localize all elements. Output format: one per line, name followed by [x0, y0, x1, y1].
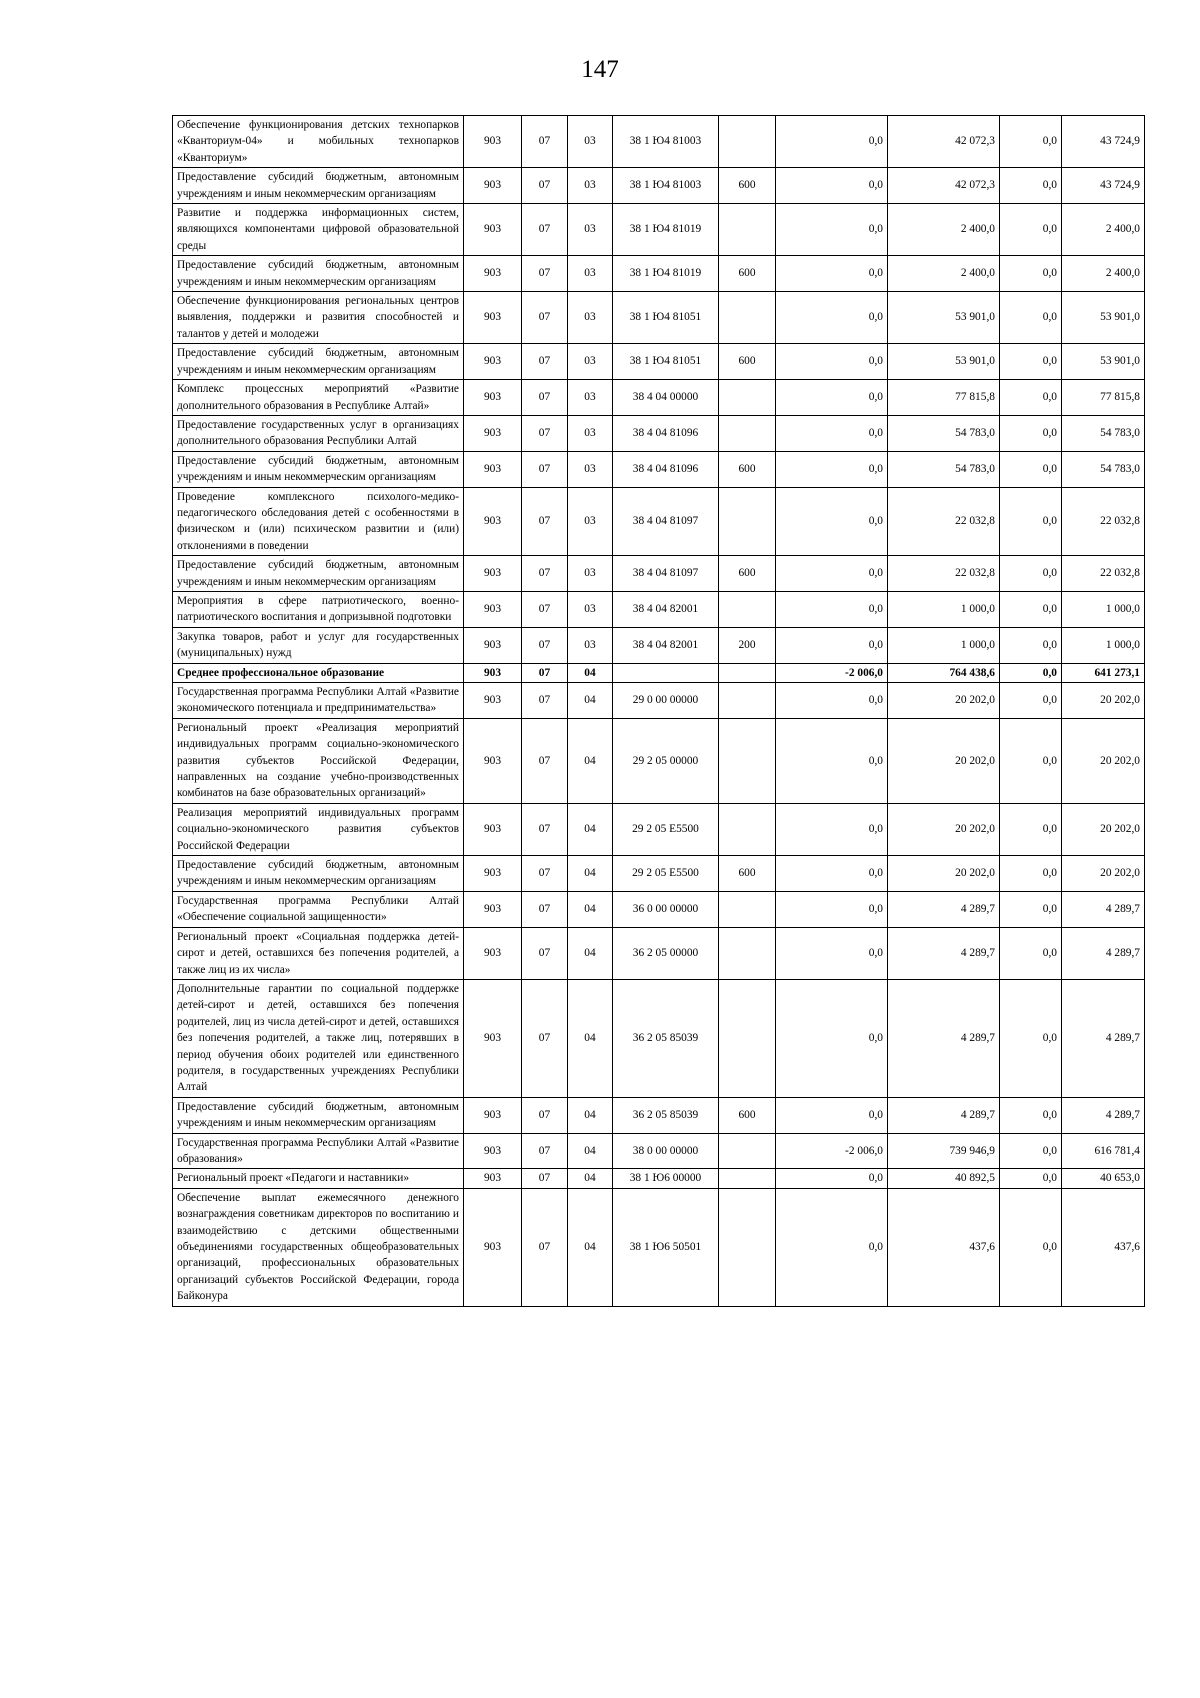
- cell-subsection: 03: [568, 116, 613, 168]
- cell-amount-4: 4 289,7: [1062, 891, 1145, 927]
- cell-amount-3: 0,0: [1000, 683, 1062, 719]
- cell-target-article: 38 1 Ю6 50501: [613, 1188, 719, 1306]
- cell-amount-3: 0,0: [1000, 1097, 1062, 1133]
- cell-amount-4: 43 724,9: [1062, 116, 1145, 168]
- cell-subsection: 03: [568, 487, 613, 556]
- cell-amount-3: 0,0: [1000, 292, 1062, 344]
- cell-subsection: 04: [568, 1188, 613, 1306]
- cell-amount-3: 0,0: [1000, 256, 1062, 292]
- cell-amount-4: 20 202,0: [1062, 803, 1145, 855]
- cell-target-article: 38 4 04 00000: [613, 380, 719, 416]
- row-name: Обеспечение выплат ежемесячного денежного вознаграждения советникам директоров по воспитанию и взаимодействию с детскими общественными объединениями государственных общеобразовательных организаций, профессиональных образовательных организаций субъектов Российской Федерации, города Байконура: [173, 1188, 464, 1306]
- cell-amount-1: 0,0: [776, 803, 888, 855]
- cell-amount-2: 22 032,8: [888, 556, 1000, 592]
- cell-amount-2: 2 400,0: [888, 256, 1000, 292]
- cell-amount-4: 54 783,0: [1062, 451, 1145, 487]
- cell-expense-type: 600: [719, 168, 776, 204]
- cell-amount-2: 2 400,0: [888, 204, 1000, 256]
- cell-amount-4: 2 400,0: [1062, 256, 1145, 292]
- cell-section: 07: [522, 415, 568, 451]
- cell-amount-4: 20 202,0: [1062, 718, 1145, 803]
- cell-amount-3: 0,0: [1000, 204, 1062, 256]
- cell-amount-1: 0,0: [776, 683, 888, 719]
- cell-expense-type: [719, 292, 776, 344]
- cell-amount-4: 54 783,0: [1062, 415, 1145, 451]
- cell-amount-4: 1 000,0: [1062, 591, 1145, 627]
- table-row: [173, 1169, 1145, 1188]
- cell-amount-3: 0,0: [1000, 1169, 1062, 1188]
- cell-target-article: 38 0 00 00000: [613, 1133, 719, 1169]
- cell-subsection: 04: [568, 1133, 613, 1169]
- cell-expense-type: [719, 415, 776, 451]
- cell-target-article: 38 1 Ю6 00000: [613, 1169, 719, 1188]
- row-name: Государственная программа Республики Алтай «Обеспечение социальной защищенности»: [173, 891, 464, 927]
- cell-amount-3: 0,0: [1000, 927, 1062, 979]
- cell-grbs: 903: [464, 627, 522, 663]
- cell-amount-3: 0,0: [1000, 979, 1062, 1097]
- table-row: [173, 891, 1145, 927]
- cell-section: 07: [522, 344, 568, 380]
- cell-target-article: 38 4 04 81097: [613, 487, 719, 556]
- cell-expense-type: [719, 891, 776, 927]
- cell-section: 07: [522, 1133, 568, 1169]
- cell-section: 07: [522, 927, 568, 979]
- cell-expense-type: 600: [719, 556, 776, 592]
- cell-subsection: 03: [568, 451, 613, 487]
- cell-amount-1: 0,0: [776, 451, 888, 487]
- cell-amount-2: 77 815,8: [888, 380, 1000, 416]
- cell-subsection: 03: [568, 627, 613, 663]
- cell-target-article: 36 2 05 85039: [613, 1097, 719, 1133]
- cell-section: 07: [522, 380, 568, 416]
- cell-target-article: 38 4 04 82001: [613, 627, 719, 663]
- cell-target-article: 38 1 Ю4 81019: [613, 256, 719, 292]
- cell-subsection: 03: [568, 168, 613, 204]
- row-name: Мероприятия в сфере патриотического, военно-патриотического воспитания и допризывной подготовки: [173, 591, 464, 627]
- table-body: [173, 116, 1145, 1307]
- table-row: [173, 663, 1145, 682]
- cell-amount-4: 437,6: [1062, 1188, 1145, 1306]
- cell-expense-type: 600: [719, 1097, 776, 1133]
- cell-subsection: 04: [568, 663, 613, 682]
- row-name: Предоставление субсидий бюджетным, автономным учреждениям и иным некоммерческим организациям: [173, 256, 464, 292]
- cell-expense-type: [719, 979, 776, 1097]
- budget-table: [172, 115, 1145, 1307]
- cell-section: 07: [522, 1188, 568, 1306]
- cell-target-article: 36 2 05 85039: [613, 979, 719, 1097]
- row-name: Закупка товаров, работ и услуг для государственных (муниципальных) нужд: [173, 627, 464, 663]
- cell-amount-2: 1 000,0: [888, 591, 1000, 627]
- cell-grbs: 903: [464, 344, 522, 380]
- cell-amount-4: 77 815,8: [1062, 380, 1145, 416]
- cell-expense-type: 200: [719, 627, 776, 663]
- cell-grbs: 903: [464, 380, 522, 416]
- cell-expense-type: [719, 718, 776, 803]
- cell-expense-type: [719, 803, 776, 855]
- cell-subsection: 04: [568, 927, 613, 979]
- cell-amount-3: 0,0: [1000, 856, 1062, 892]
- table-row: [173, 116, 1145, 168]
- row-name: Реализация мероприятий индивидуальных программ социально-экономического развития субъектов Российской Федерации: [173, 803, 464, 855]
- cell-subsection: 04: [568, 803, 613, 855]
- row-name: Государственная программа Республики Алтай «Развитие образования»: [173, 1133, 464, 1169]
- cell-expense-type: [719, 1188, 776, 1306]
- cell-expense-type: [719, 1133, 776, 1169]
- row-name: Проведение комплексного психолого-медико-педагогического обследования детей с особенностями в физическом и (или) психическом развитии и (или) отклонениями в поведении: [173, 487, 464, 556]
- cell-amount-3: 0,0: [1000, 116, 1062, 168]
- cell-amount-2: 4 289,7: [888, 1097, 1000, 1133]
- table-row: [173, 979, 1145, 1097]
- cell-amount-3: 0,0: [1000, 627, 1062, 663]
- cell-amount-2: 20 202,0: [888, 856, 1000, 892]
- cell-expense-type: [719, 204, 776, 256]
- cell-section: 07: [522, 292, 568, 344]
- table-row: [173, 344, 1145, 380]
- cell-target-article: 38 1 Ю4 81051: [613, 344, 719, 380]
- row-name: Развитие и поддержка информационных систем, являющихся компонентами цифровой образовательной среды: [173, 204, 464, 256]
- cell-expense-type: [719, 927, 776, 979]
- table-row: [173, 1188, 1145, 1306]
- cell-section: 07: [522, 718, 568, 803]
- row-name: Дополнительные гарантии по социальной поддержке детей-сирот и детей, оставшихся без попечения родителей, лиц из числа детей-сирот и детей, оставшихся без попечения родителей, а также лиц, потерявших в период обучения обоих родителей или единственного родителя, в государственных учреждениях Республики Алтай: [173, 979, 464, 1097]
- cell-amount-2: 20 202,0: [888, 718, 1000, 803]
- cell-target-article: 38 4 04 82001: [613, 591, 719, 627]
- cell-subsection: 03: [568, 415, 613, 451]
- cell-amount-2: 42 072,3: [888, 168, 1000, 204]
- cell-amount-1: 0,0: [776, 556, 888, 592]
- cell-amount-3: 0,0: [1000, 663, 1062, 682]
- cell-grbs: 903: [464, 1097, 522, 1133]
- row-name: Государственная программа Республики Алтай «Развитие экономического потенциала и предпринимательства»: [173, 683, 464, 719]
- row-name: Региональный проект «Реализация мероприятий индивидуальных программ социально-экономического развития субъектов Российской Федерации, направленных на создание учебно-производственных комбинатов на базе образовательных организаций»: [173, 718, 464, 803]
- cell-grbs: 903: [464, 891, 522, 927]
- cell-amount-3: 0,0: [1000, 168, 1062, 204]
- cell-grbs: 903: [464, 204, 522, 256]
- row-name: Обеспечение функционирования детских технопарков «Кванториум-04» и мобильных технопарков «Кванториум»: [173, 116, 464, 168]
- cell-grbs: 903: [464, 487, 522, 556]
- cell-amount-4: 641 273,1: [1062, 663, 1145, 682]
- table-row: [173, 591, 1145, 627]
- table-row: [173, 1133, 1145, 1169]
- cell-target-article: 38 4 04 81096: [613, 415, 719, 451]
- cell-amount-2: 1 000,0: [888, 627, 1000, 663]
- cell-amount-1: 0,0: [776, 1097, 888, 1133]
- cell-expense-type: [719, 380, 776, 416]
- cell-amount-1: 0,0: [776, 487, 888, 556]
- cell-target-article: 38 1 Ю4 81019: [613, 204, 719, 256]
- cell-amount-2: 4 289,7: [888, 979, 1000, 1097]
- cell-subsection: 03: [568, 380, 613, 416]
- cell-amount-2: 42 072,3: [888, 116, 1000, 168]
- cell-target-article: 29 2 05 Е5500: [613, 803, 719, 855]
- cell-amount-2: 20 202,0: [888, 803, 1000, 855]
- row-name: Предоставление субсидий бюджетным, автономным учреждениям и иным некоммерческим организациям: [173, 344, 464, 380]
- cell-subsection: 04: [568, 979, 613, 1097]
- cell-amount-4: 43 724,9: [1062, 168, 1145, 204]
- table-row: [173, 256, 1145, 292]
- table-row: [173, 415, 1145, 451]
- cell-section: 07: [522, 891, 568, 927]
- row-name: Предоставление государственных услуг в организациях дополнительного образования Республики Алтай: [173, 415, 464, 451]
- cell-grbs: 903: [464, 292, 522, 344]
- cell-grbs: 903: [464, 927, 522, 979]
- cell-target-article: 29 2 05 00000: [613, 718, 719, 803]
- cell-expense-type: 600: [719, 344, 776, 380]
- table-row: [173, 856, 1145, 892]
- cell-expense-type: 600: [719, 256, 776, 292]
- cell-expense-type: [719, 663, 776, 682]
- cell-section: 07: [522, 683, 568, 719]
- cell-amount-2: 437,6: [888, 1188, 1000, 1306]
- cell-amount-1: 0,0: [776, 891, 888, 927]
- cell-subsection: 04: [568, 856, 613, 892]
- cell-expense-type: [719, 591, 776, 627]
- row-name: Предоставление субсидий бюджетным, автономным учреждениям и иным некоммерческим организациям: [173, 168, 464, 204]
- cell-target-article: 38 4 04 81096: [613, 451, 719, 487]
- cell-grbs: 903: [464, 683, 522, 719]
- cell-section: 07: [522, 1097, 568, 1133]
- row-name: Предоставление субсидий бюджетным, автономным учреждениям и иным некоммерческим организациям: [173, 856, 464, 892]
- cell-amount-3: 0,0: [1000, 487, 1062, 556]
- cell-grbs: 903: [464, 256, 522, 292]
- table-row: [173, 204, 1145, 256]
- cell-amount-2: 20 202,0: [888, 683, 1000, 719]
- cell-grbs: 903: [464, 451, 522, 487]
- cell-section: 07: [522, 556, 568, 592]
- cell-subsection: 03: [568, 344, 613, 380]
- cell-expense-type: 600: [719, 856, 776, 892]
- table-row: [173, 927, 1145, 979]
- cell-section: 07: [522, 803, 568, 855]
- cell-amount-2: 54 783,0: [888, 451, 1000, 487]
- cell-section: 07: [522, 627, 568, 663]
- cell-expense-type: [719, 1169, 776, 1188]
- cell-grbs: 903: [464, 1169, 522, 1188]
- table-row: [173, 556, 1145, 592]
- cell-amount-3: 0,0: [1000, 415, 1062, 451]
- cell-section: 07: [522, 979, 568, 1097]
- cell-amount-4: 53 901,0: [1062, 292, 1145, 344]
- row-name: Предоставление субсидий бюджетным, автономным учреждениям и иным некоммерческим организациям: [173, 1097, 464, 1133]
- cell-grbs: 903: [464, 718, 522, 803]
- cell-grbs: 903: [464, 663, 522, 682]
- cell-target-article: [613, 663, 719, 682]
- cell-amount-4: 22 032,8: [1062, 487, 1145, 556]
- table-row: [173, 803, 1145, 855]
- cell-amount-4: 4 289,7: [1062, 927, 1145, 979]
- cell-expense-type: [719, 487, 776, 556]
- cell-section: 07: [522, 451, 568, 487]
- cell-grbs: 903: [464, 116, 522, 168]
- cell-grbs: 903: [464, 168, 522, 204]
- cell-amount-1: -2 006,0: [776, 663, 888, 682]
- cell-grbs: 903: [464, 415, 522, 451]
- table-row: [173, 627, 1145, 663]
- cell-target-article: 38 1 Ю4 81003: [613, 168, 719, 204]
- cell-grbs: 903: [464, 1133, 522, 1169]
- cell-amount-3: 0,0: [1000, 1188, 1062, 1306]
- cell-amount-1: 0,0: [776, 116, 888, 168]
- row-name: Предоставление субсидий бюджетным, автономным учреждениям и иным некоммерческим организациям: [173, 556, 464, 592]
- cell-subsection: 03: [568, 591, 613, 627]
- cell-subsection: 04: [568, 1097, 613, 1133]
- cell-target-article: 38 4 04 81097: [613, 556, 719, 592]
- cell-grbs: 903: [464, 803, 522, 855]
- cell-subsection: 04: [568, 683, 613, 719]
- page-number: 147: [581, 56, 619, 83]
- cell-section: 07: [522, 168, 568, 204]
- cell-subsection: 03: [568, 292, 613, 344]
- cell-section: 07: [522, 487, 568, 556]
- cell-section: 07: [522, 663, 568, 682]
- cell-section: 07: [522, 204, 568, 256]
- cell-amount-1: 0,0: [776, 1188, 888, 1306]
- cell-amount-4: 2 400,0: [1062, 204, 1145, 256]
- cell-amount-1: 0,0: [776, 1169, 888, 1188]
- cell-amount-3: 0,0: [1000, 591, 1062, 627]
- cell-amount-1: 0,0: [776, 415, 888, 451]
- table-row: [173, 380, 1145, 416]
- cell-amount-2: 40 892,5: [888, 1169, 1000, 1188]
- cell-amount-1: 0,0: [776, 627, 888, 663]
- cell-amount-3: 0,0: [1000, 380, 1062, 416]
- cell-amount-3: 0,0: [1000, 1133, 1062, 1169]
- cell-subsection: 03: [568, 556, 613, 592]
- cell-amount-2: 4 289,7: [888, 927, 1000, 979]
- row-name: Среднее профессиональное образование: [173, 663, 464, 682]
- row-name: Комплекс процессных мероприятий «Развитие дополнительного образования в Республике Алтай»: [173, 380, 464, 416]
- cell-grbs: 903: [464, 591, 522, 627]
- cell-section: 07: [522, 591, 568, 627]
- cell-grbs: 903: [464, 979, 522, 1097]
- cell-amount-3: 0,0: [1000, 718, 1062, 803]
- cell-amount-3: 0,0: [1000, 891, 1062, 927]
- cell-section: 07: [522, 1169, 568, 1188]
- cell-subsection: 04: [568, 891, 613, 927]
- cell-expense-type: [719, 116, 776, 168]
- cell-amount-1: 0,0: [776, 292, 888, 344]
- table-row: [173, 451, 1145, 487]
- cell-amount-4: 4 289,7: [1062, 1097, 1145, 1133]
- cell-amount-4: 22 032,8: [1062, 556, 1145, 592]
- cell-amount-4: 4 289,7: [1062, 979, 1145, 1097]
- cell-target-article: 29 0 00 00000: [613, 683, 719, 719]
- row-name: Обеспечение функционирования региональных центров выявления, поддержки и развития способностей и талантов у детей и молодежи: [173, 292, 464, 344]
- cell-amount-1: 0,0: [776, 718, 888, 803]
- cell-subsection: 03: [568, 204, 613, 256]
- cell-amount-3: 0,0: [1000, 556, 1062, 592]
- cell-amount-2: 22 032,8: [888, 487, 1000, 556]
- cell-amount-1: 0,0: [776, 927, 888, 979]
- cell-amount-2: 53 901,0: [888, 292, 1000, 344]
- cell-amount-2: 54 783,0: [888, 415, 1000, 451]
- cell-amount-1: -2 006,0: [776, 1133, 888, 1169]
- cell-target-article: 29 2 05 Е5500: [613, 856, 719, 892]
- cell-subsection: 04: [568, 718, 613, 803]
- cell-amount-2: 764 438,6: [888, 663, 1000, 682]
- cell-amount-4: 40 653,0: [1062, 1169, 1145, 1188]
- cell-amount-1: 0,0: [776, 168, 888, 204]
- cell-amount-1: 0,0: [776, 344, 888, 380]
- cell-target-article: 36 0 00 00000: [613, 891, 719, 927]
- cell-expense-type: [719, 683, 776, 719]
- cell-amount-1: 0,0: [776, 856, 888, 892]
- cell-target-article: 36 2 05 00000: [613, 927, 719, 979]
- table-row: [173, 683, 1145, 719]
- cell-grbs: 903: [464, 1188, 522, 1306]
- cell-grbs: 903: [464, 856, 522, 892]
- row-name: Региональный проект «Педагоги и наставники»: [173, 1169, 464, 1188]
- cell-section: 07: [522, 256, 568, 292]
- cell-amount-1: 0,0: [776, 979, 888, 1097]
- table-row: [173, 292, 1145, 344]
- cell-amount-3: 0,0: [1000, 344, 1062, 380]
- table-row: [173, 1097, 1145, 1133]
- cell-amount-2: 53 901,0: [888, 344, 1000, 380]
- cell-amount-1: 0,0: [776, 256, 888, 292]
- row-name: Предоставление субсидий бюджетным, автономным учреждениям и иным некоммерческим организациям: [173, 451, 464, 487]
- row-name: Региональный проект «Социальная поддержка детей-сирот и детей, оставшихся без попечения родителей, а также лиц из их числа»: [173, 927, 464, 979]
- cell-amount-3: 0,0: [1000, 451, 1062, 487]
- table-row: [173, 718, 1145, 803]
- cell-amount-1: 0,0: [776, 380, 888, 416]
- cell-section: 07: [522, 116, 568, 168]
- table-row: [173, 168, 1145, 204]
- cell-target-article: 38 1 Ю4 81003: [613, 116, 719, 168]
- cell-amount-4: 1 000,0: [1062, 627, 1145, 663]
- cell-amount-1: 0,0: [776, 591, 888, 627]
- cell-amount-3: 0,0: [1000, 803, 1062, 855]
- cell-section: 07: [522, 856, 568, 892]
- cell-amount-4: 616 781,4: [1062, 1133, 1145, 1169]
- cell-subsection: 03: [568, 256, 613, 292]
- cell-amount-4: 20 202,0: [1062, 856, 1145, 892]
- cell-amount-4: 20 202,0: [1062, 683, 1145, 719]
- cell-subsection: 04: [568, 1169, 613, 1188]
- cell-grbs: 903: [464, 556, 522, 592]
- cell-amount-2: 739 946,9: [888, 1133, 1000, 1169]
- cell-amount-4: 53 901,0: [1062, 344, 1145, 380]
- cell-amount-2: 4 289,7: [888, 891, 1000, 927]
- cell-amount-1: 0,0: [776, 204, 888, 256]
- cell-target-article: 38 1 Ю4 81051: [613, 292, 719, 344]
- cell-expense-type: 600: [719, 451, 776, 487]
- table-row: [173, 487, 1145, 556]
